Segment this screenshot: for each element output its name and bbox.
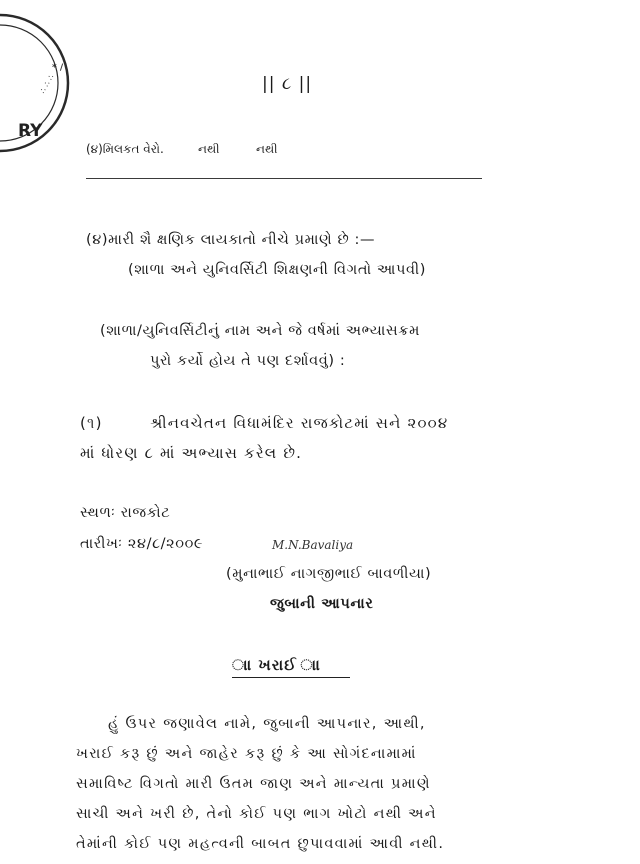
handwritten-signature: M.N.Bavaliya <box>272 538 354 552</box>
verification-heading-underline <box>232 677 350 678</box>
education-heading: (૪)મારી શૈ ક્ષણિક લાયકાતો નીચે પ્રમાણે છે :— <box>86 232 376 248</box>
property-tax-value-1: નથી <box>198 142 220 156</box>
deponent-name: (મુનાભાઈ નાગજીભાઈ બાવળીયા) <box>226 566 432 582</box>
property-tax-value-2: નથી <box>256 142 278 156</box>
education-item-line2: માં ધોરણ ૮ માં અભ્યાસ કરેલ છે. <box>80 444 303 462</box>
verification-heading: ાા ખરાઈ ાા <box>232 656 321 674</box>
verification-line-5: તેમાંની કોઈ પણ મહત્વની બાબત છુપાવવામાં આવી નથી. <box>76 836 445 852</box>
deponent-title: જુબાની આપનાર <box>270 596 374 612</box>
divider-line <box>86 178 482 179</box>
property-tax-label: (૪)મિલકત વેરો. <box>86 142 164 156</box>
page-number: || ૮ || <box>262 74 313 94</box>
svg-text:∴ ∴ ∴: ∴ ∴ ∴ <box>37 72 56 95</box>
stamp-text: RY <box>18 121 43 141</box>
education-subheading: (શાળા અને યુનિવર્સિટી શિક્ષણની વિગતો આપવી) <box>128 262 426 278</box>
date-line: તારીખઃ ૨૪/૮/૨૦૦૯ <box>80 536 204 552</box>
verification-line-3: સમાવિષ્ટ વિગતો મારી ઉતમ જાણ અને માન્યતા પ્રમાણે <box>76 776 431 792</box>
svg-text:* /: * / <box>52 63 64 73</box>
verification-line-1: હું ઉપર જણાવેલ નામે, જુબાની આપનાર, આથી, <box>108 716 426 732</box>
education-item-line1: શ્રીનવચેતન વિધામંદિર રાજકોટમાં સને ૨૦૦૪ <box>150 414 449 432</box>
verification-line-2: ખરાઈ કરૂ છું અને જાહેર કરૂ છું કે આ સોગંદનામામાં <box>76 746 417 762</box>
education-instruction-line1: (શાળા/યુનિવર્સિટીનું નામ અને જે વર્ષમાં અભ્યાસક્રમ <box>100 323 420 339</box>
place-line: સ્થળઃ રાજકોટ <box>80 505 171 521</box>
verification-line-4: સાચી અને ખરી છે, તેનો કોઈ પણ ભાગ ખોટો નથી અને <box>76 806 437 822</box>
education-item-number: (૧) <box>80 414 103 432</box>
notary-stamp-icon <box>0 8 90 158</box>
education-instruction-line2: પુરો કર્યો હોય તે પણ દર્શાવવું) : <box>150 353 346 369</box>
